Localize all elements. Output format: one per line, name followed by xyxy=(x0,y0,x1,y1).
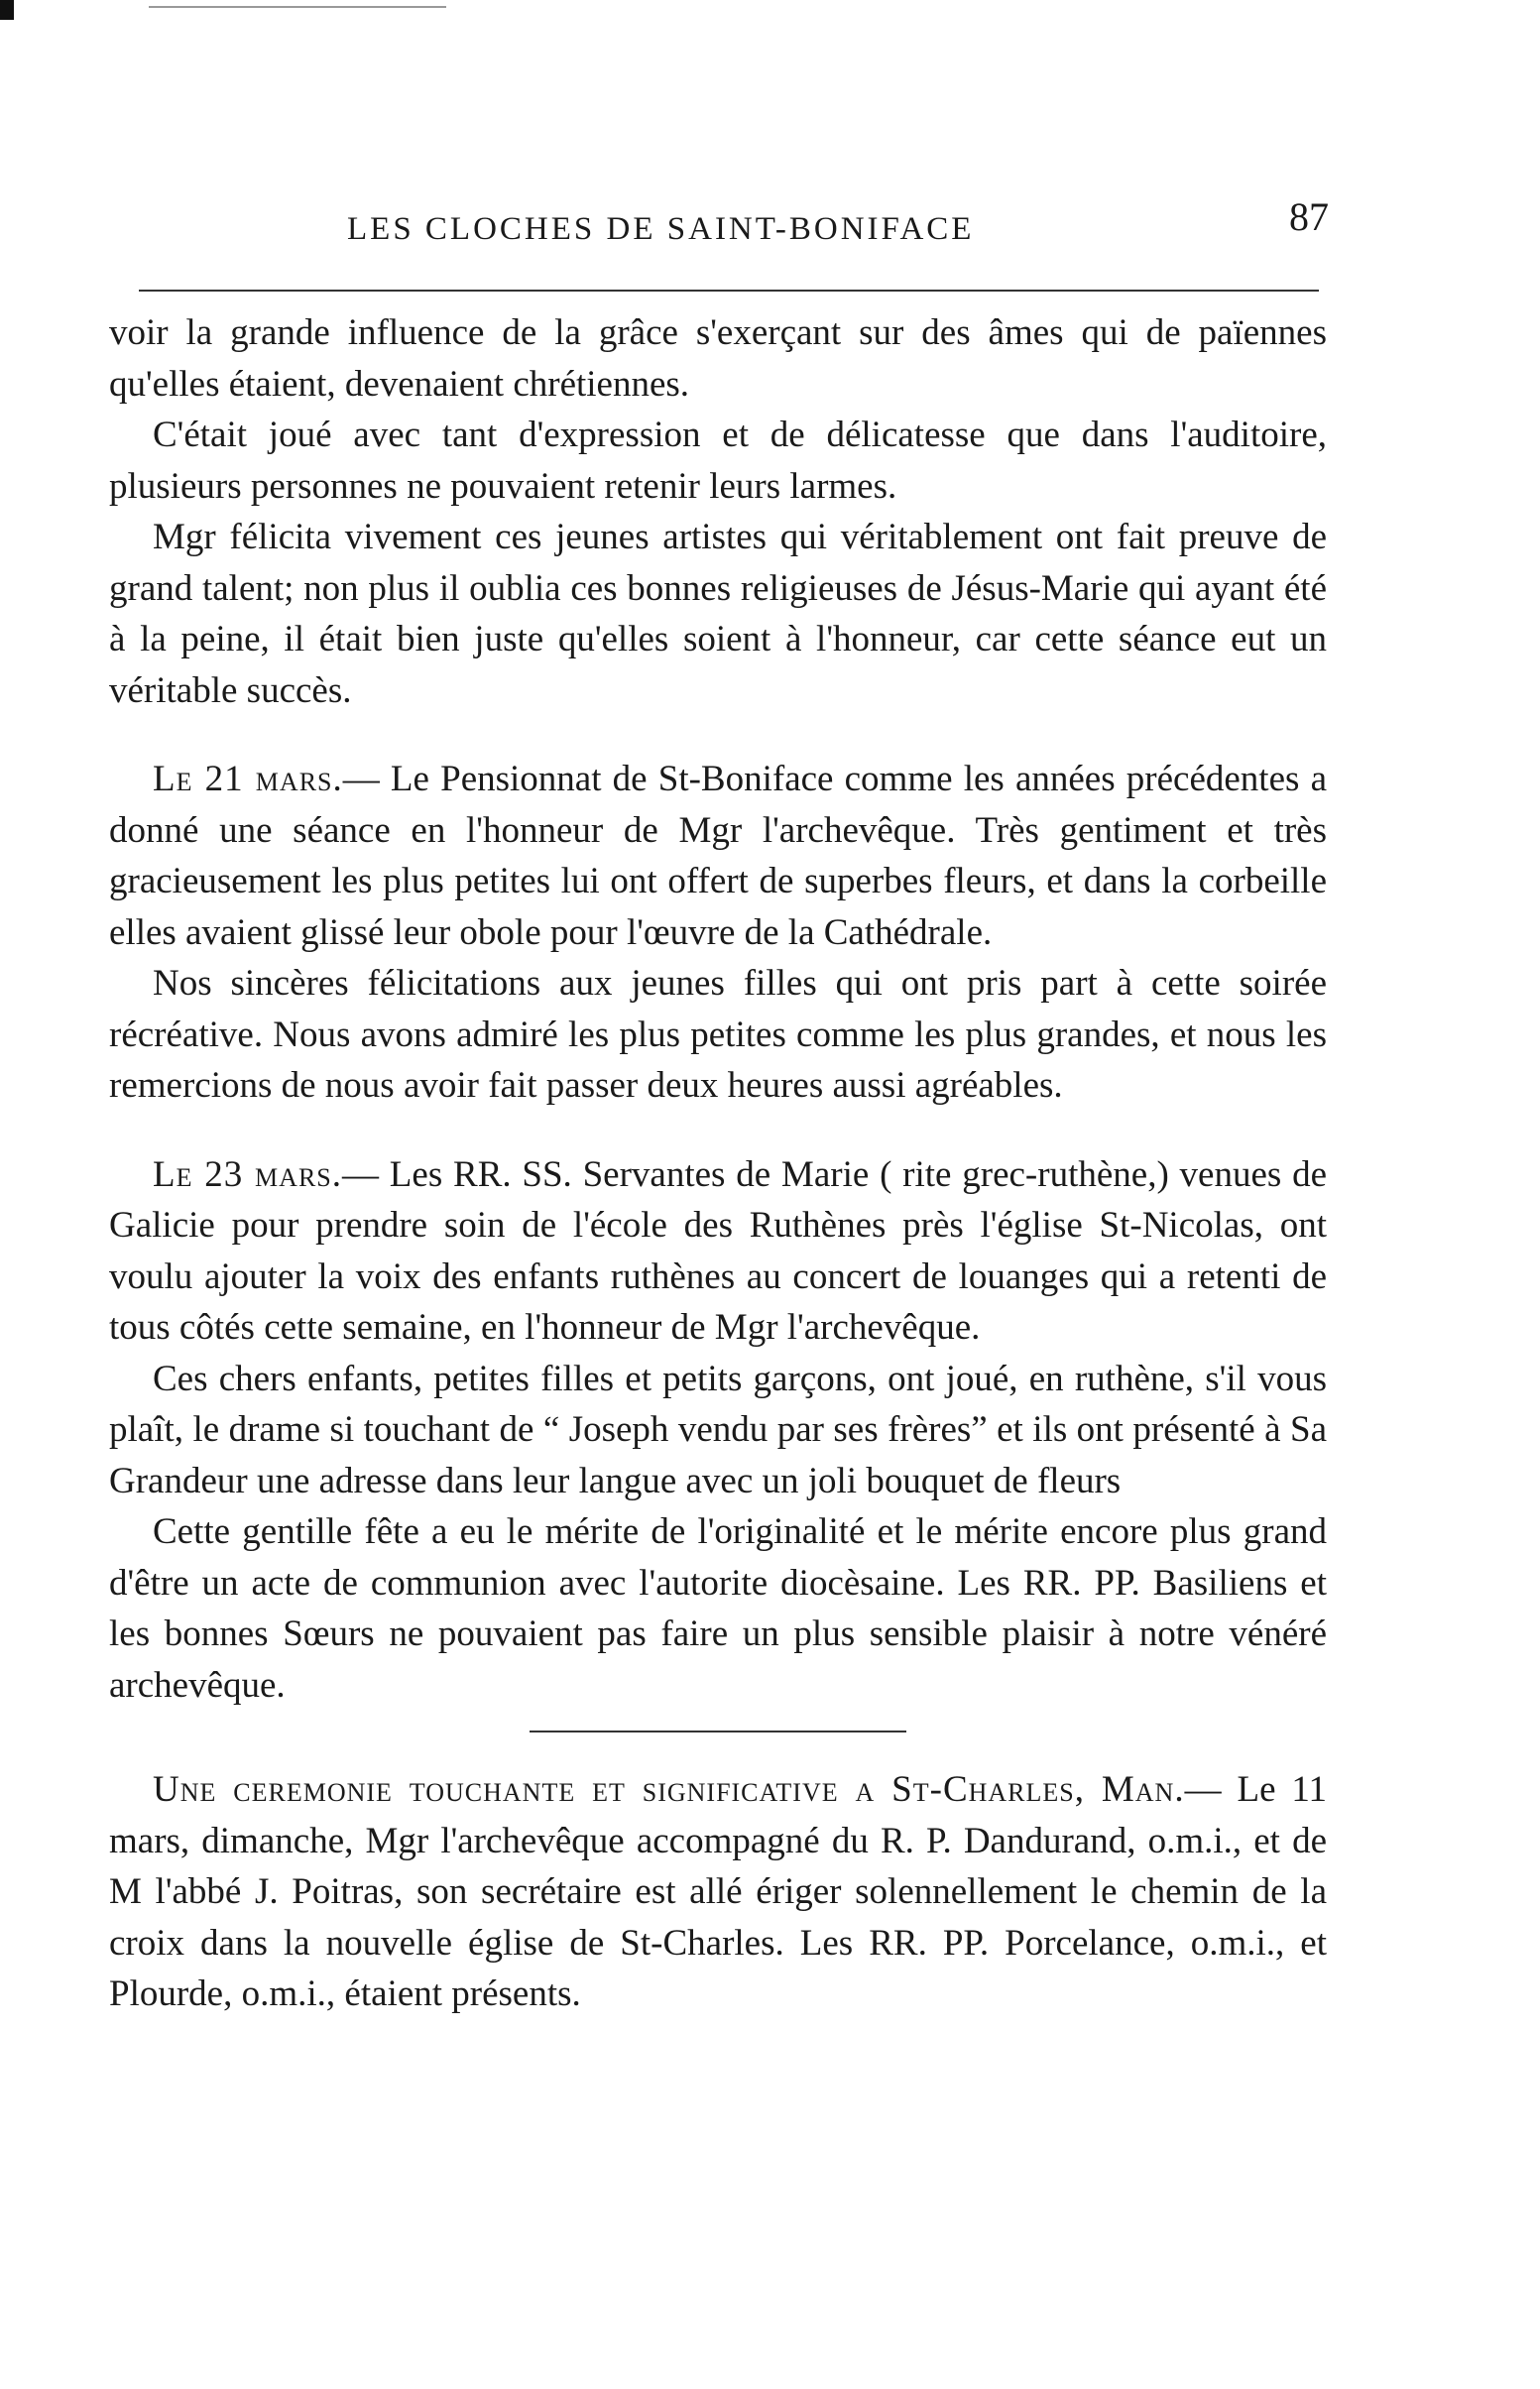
page-header xyxy=(109,193,1329,253)
paragraph-text: — Le 11 mars, dimanche, Mgr l'archevêque accompagné du R. P. Dandurand, o.m.i., et de M l'abbé J. Poitras, son secrétaire est allé ériger solennellement le chemin de la croix dans la nouvelle église de St-Charles. Les RR. PP. Porcelance, o.m.i., et Plourde, o.m.i., étaient présents. xyxy=(109,1769,1327,2014)
scan-edge-line xyxy=(149,6,446,8)
paragraph: Mgr félicita vivement ces jeunes artistes qui véritablement ont fait preuve de grand talent; non plus il oublia ces bonnes religieuses de Jésus-Marie qui ayant été à la peine, il était bien juste qu'elles soient à l'honneur, car cette séance eut un véritable succès. xyxy=(109,517,1327,711)
header-rule xyxy=(139,290,1319,292)
running-title: LES CLOCHES DE SAINT-BONIFACE xyxy=(347,211,975,247)
paragraph: C'était joué avec tant d'expression et de délicatesse que dans l'auditoire, plusieurs personnes ne pouvaient retenir leurs larmes. xyxy=(109,415,1327,507)
paragraph: Nos sincères félicitations aux jeunes filles qui ont pris part à cette soirée récréative. Nous avons admiré les plus petites comme les plus grandes, et nous les remercions de nous avoir fait passer deux heures aussi agréables. xyxy=(109,963,1327,1106)
article-heading: Une ceremonie touchante et significative a St-Charles, Man. xyxy=(153,1769,1185,1810)
paragraph-text: — Le Pensionnat de St-Boniface comme les années précédentes a donné une séance en l'honneur de Mgr l'archevêque. Très gentiment et très gracieusement les plus petites lui ont offert de superbes fleurs, et dans la corbeille elles avaient glissé leur obole pour l'œuvre de la Cathédrale. xyxy=(109,759,1327,953)
paragraph: Cette gentille fête a eu le mérite de l'originalité et le mérite encore plus grand d'être un acte de communion avec l'autorite diocèsaine. Les RR. PP. Basiliens et les bonnes Sœurs ne pouvaient pas faire un plus sensible plaisir à notre vénéré archevêque. xyxy=(109,1511,1327,1706)
paragraph: voir la grande influence de la grâce s'exerçant sur des âmes qui de païennes qu'elles étaient, devenaient chrétiennes. xyxy=(109,312,1327,405)
dated-paragraph xyxy=(109,1149,1327,1354)
titled-paragraph xyxy=(109,1764,1327,2020)
body-text xyxy=(109,307,1327,2020)
date-heading: Le 23 mars. xyxy=(153,1153,343,1195)
scan-corner-mark xyxy=(0,0,14,20)
paragraph: Ces chers enfants, petites filles et petits garçons, ont joué, en ruthène, s'il vous plaît, le drame si touchant de “ Joseph vendu par ses frères” et ils ont présenté à Sa Grandeur une adresse dans leur langue avec un joli bouquet de fleurs xyxy=(109,1358,1327,1501)
paragraph-text: — Les RR. SS. Servantes de Marie ( rite grec-ruthène,) venues de Galicie pour prendre soin de l'école des Ruthènes près l'église St-Nicolas, ont voulu ajouter la voix des enfants ruthènes au concert de louanges qui a retenti de tous côtés cette semaine, en l'honneur de Mgr l'archevêque. xyxy=(109,1153,1328,1348)
dated-paragraph xyxy=(109,754,1327,958)
date-heading: Le 21 mars. xyxy=(153,759,343,799)
section-divider xyxy=(530,1731,906,1732)
page-number: 87 xyxy=(1289,194,1329,239)
